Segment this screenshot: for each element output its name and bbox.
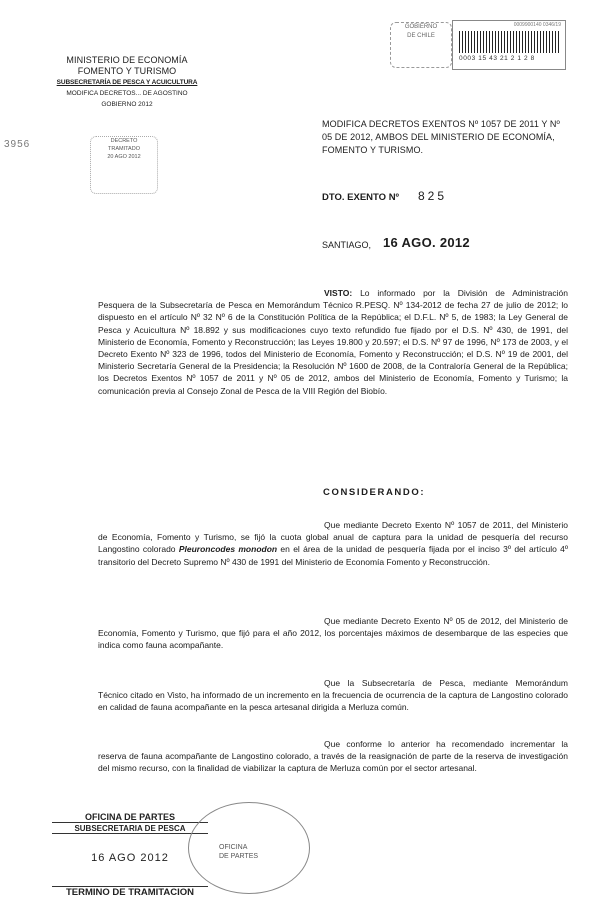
paragraph-text: Que la Subsecretaría de Pesca, mediante Memorándum Técnico citado en Visto, ha informado de un incremento en la frecuencia de ocurrencia de la captura de Langostino colorado en calidad de fauna acompañante en la pesca artesanal dirigida a Merluza común. bbox=[98, 678, 568, 713]
letterhead-note: MODIFICA DECRETOS... DE AGOSTINO bbox=[66, 90, 188, 97]
paragraph-text: Que mediante Decreto Exento Nº 05 de 2012, del Ministerio de Economía, Fomento y Turismo, que fijó para el año 2012, los porcentajes máximos de desembarque de las especies que indica como fauna acompañante. bbox=[98, 616, 568, 651]
visto-paragraph bbox=[98, 287, 568, 397]
barcode-icon bbox=[459, 31, 559, 53]
decree-stamp-line: 20 AGO 2012 bbox=[107, 154, 141, 160]
considerando-paragraph-1 bbox=[98, 519, 568, 568]
oval-seal-stamp bbox=[188, 802, 310, 894]
barcode-label bbox=[452, 20, 566, 70]
place-label: SANTIAGO, bbox=[322, 240, 372, 250]
letterhead-ministry-sub: FOMENTO Y TURISMO bbox=[77, 66, 177, 76]
document-title: MODIFICA DECRETOS EXENTOS Nº 1057 DE 2011 Y Nº 05 DE 2012, AMBOS DEL MINISTERIO DE ECONOMÍA, FOMENTO Y TURISMO. bbox=[322, 119, 560, 155]
oval-seal-line: OFICINA bbox=[219, 844, 248, 851]
letterhead-note-2: GOBIERNO 2012 bbox=[101, 101, 153, 108]
considerando-heading: CONSIDERANDO: bbox=[323, 487, 426, 498]
visto-label: VISTO: bbox=[324, 288, 353, 298]
stamp-office: OFICINA DE PARTES bbox=[52, 812, 208, 823]
stamp-subsecretaria: SUBSECRETARIA DE PESCA bbox=[52, 824, 208, 834]
considerando-paragraph-3 bbox=[98, 677, 568, 714]
letterhead-subsecretaria: SUBSECRETARÍA DE PESCA Y ACUICULTURA bbox=[56, 79, 198, 86]
species-name: Pleuroncodes monodon bbox=[178, 544, 278, 555]
considerando-paragraph-4 bbox=[98, 738, 568, 775]
considerando-paragraph-2 bbox=[98, 615, 568, 652]
stamp-date: 16 AGO 2012 bbox=[91, 852, 169, 864]
government-seal bbox=[390, 22, 452, 68]
decree-date: 16 AGO. 2012 bbox=[383, 235, 470, 250]
letterhead-ministry: MINISTERIO DE ECONOMÍA bbox=[66, 55, 188, 65]
decree-label: DTO. EXENTO Nº bbox=[322, 192, 400, 203]
oficina-partes-stamp bbox=[52, 808, 208, 908]
paragraph-text: Que mediante Decreto Exento Nº 1057 de 2011, del Ministerio de Economía, Fomento y Turismo, se fijó la cuota global anual de captura para la unidad de pesquería del recurso Langostino colorado bbox=[98, 520, 568, 555]
oval-seal-line: DE PARTES bbox=[219, 853, 259, 860]
letterhead bbox=[42, 55, 212, 110]
seal-text: GOBIERNO bbox=[404, 24, 438, 30]
margin-handwritten-number: 3956 bbox=[4, 139, 31, 150]
visto-text: Lo informado por la División de Administración Pesquera de la Subsecretaría de Pesca en Memorándum Técnico R.PESQ. Nº 134-2012 de fecha 27 de julio de 2012; lo dispuesto en el artículo Nº 32 Nº 6 de la Constitución Política de la República; el D.F.L. Nº 5, de 1983; la Ley General de Pesca y Acuicultura Nº 18.892 y sus modificaciones cuyo texto refundido fue fijado por el D.S. Nº 430, de 1991, del Ministerio de Economía, Fomento y Reconstrucción; las Leyes 19.800 y 20.597; el D.S. Nº 97 de 1996, Nº 173 de 2003, y el Decreto Exento Nº 323 de 1996, todos del Ministerio de Economía, Fomento y Reconstrucción; el D.S. Nº 19 de 2001, del Ministerio Secretaría General de la Presidencia; la Resolución Nº 1600 de 2008, de la Contraloría General de la República; los Decretos Exentos Nº 1057 de 2011 y Nº 05 de 2012, ambos del Ministerio de Economía, Fomento y Turismo; la comunicación previa al Consejo Zonal de Pesca de la VIII Región del Biobío. bbox=[98, 288, 568, 396]
oval-seal-text bbox=[219, 843, 258, 861]
decree-stamp-line: TRAMITADO bbox=[108, 146, 140, 152]
stamp-termino: TERMINO DE TRAMITACION bbox=[52, 886, 208, 898]
barcode-top-text: 0009900140 0346/19 bbox=[513, 22, 561, 28]
decree-stamp-line: DECRETO bbox=[110, 138, 138, 144]
decree-number: 825 bbox=[418, 189, 448, 203]
barcode-number: 0003 15 43 21 2 1 2 8 bbox=[459, 55, 535, 62]
seal-text: DE CHILE bbox=[407, 33, 435, 39]
decree-stamp bbox=[90, 136, 158, 194]
paragraph-text: en el área de la unidad de pesquería fijada por el inciso 3º del artículo 4º transitorio del Decreto Supremo Nº 430 de 1991 del Ministerio de Economía Fomento y Reconstrucción. bbox=[98, 544, 569, 567]
paragraph-text: Que conforme lo anterior ha recomendado incrementar la reserva de fauna acompañante de Langostino colorado, a través de la reasignación de parte de la reserva de investigación del mismo recurso, con la finalidad de viabilizar la captura de Merluza común por el sector artesanal. bbox=[98, 739, 568, 774]
